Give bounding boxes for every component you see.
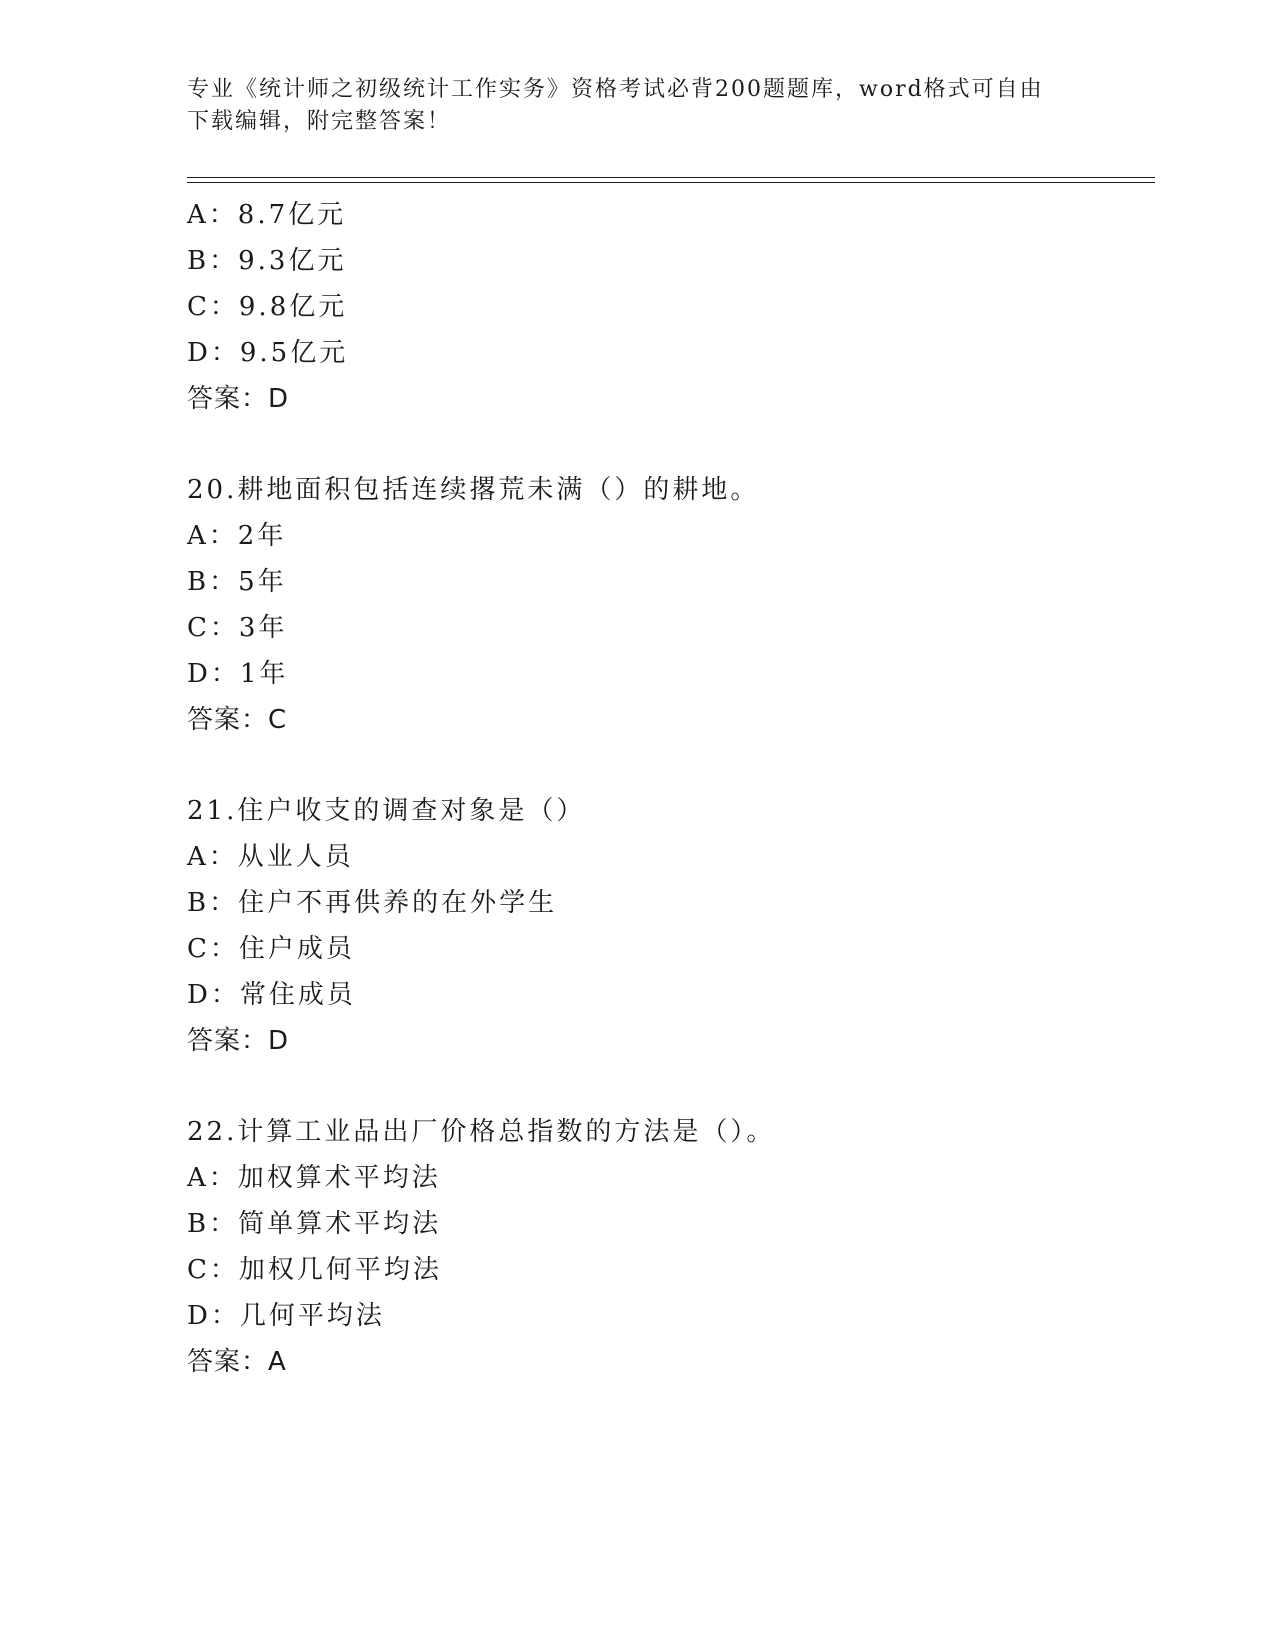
option-a: A：2年 xyxy=(187,521,287,551)
question-text: 21.住户收支的调查对象是（） xyxy=(187,796,586,826)
answer: 答案：A xyxy=(187,1347,287,1377)
option-c: C：加权几何平均法 xyxy=(187,1255,442,1285)
option-a: A：从业人员 xyxy=(187,842,354,872)
option-b: B：5年 xyxy=(187,567,287,597)
question-block-20 xyxy=(187,467,1147,743)
option-b: B：9.3亿元 xyxy=(187,246,347,276)
option-a: A：8.7亿元 xyxy=(187,200,347,230)
question-list xyxy=(187,192,1147,1385)
block-spacer xyxy=(187,743,1147,788)
answer: 答案：D xyxy=(187,384,290,414)
option-c: C：9.8亿元 xyxy=(187,292,348,322)
question-block-21 xyxy=(187,788,1147,1064)
question-block-19 xyxy=(187,192,1147,422)
question-text: 20.耕地面积包括连续撂荒未满（）的耕地。 xyxy=(187,475,760,505)
block-spacer xyxy=(187,1064,1147,1109)
answer: 答案：D xyxy=(187,1026,290,1056)
question-text: 22.计算工业品出厂价格总指数的方法是（）。 xyxy=(187,1117,776,1147)
option-d: D：几何平均法 xyxy=(187,1301,385,1331)
option-d: D：常住成员 xyxy=(187,980,356,1010)
header-divider-top xyxy=(187,177,1155,178)
header-line-2: 下载编辑，附完整答案！ xyxy=(187,109,452,134)
option-c: C：住户成员 xyxy=(187,934,355,964)
option-c: C：3年 xyxy=(187,613,288,643)
header-line-1: 专业《统计师之初级统计工作实务》资格考试必背200题题库，word格式可自由 xyxy=(187,77,1044,102)
question-block-22 xyxy=(187,1109,1147,1385)
option-d: D：9.5亿元 xyxy=(187,338,349,368)
option-b: B：简单算术平均法 xyxy=(187,1209,442,1239)
option-d: D：1年 xyxy=(187,659,289,689)
answer: 答案：C xyxy=(187,705,288,735)
document-header xyxy=(187,74,1087,138)
header-divider-bottom xyxy=(187,182,1155,183)
option-a: A：加权算术平均法 xyxy=(187,1163,441,1193)
block-spacer xyxy=(187,422,1147,467)
option-b: B：住户不再供养的在外学生 xyxy=(187,888,558,918)
